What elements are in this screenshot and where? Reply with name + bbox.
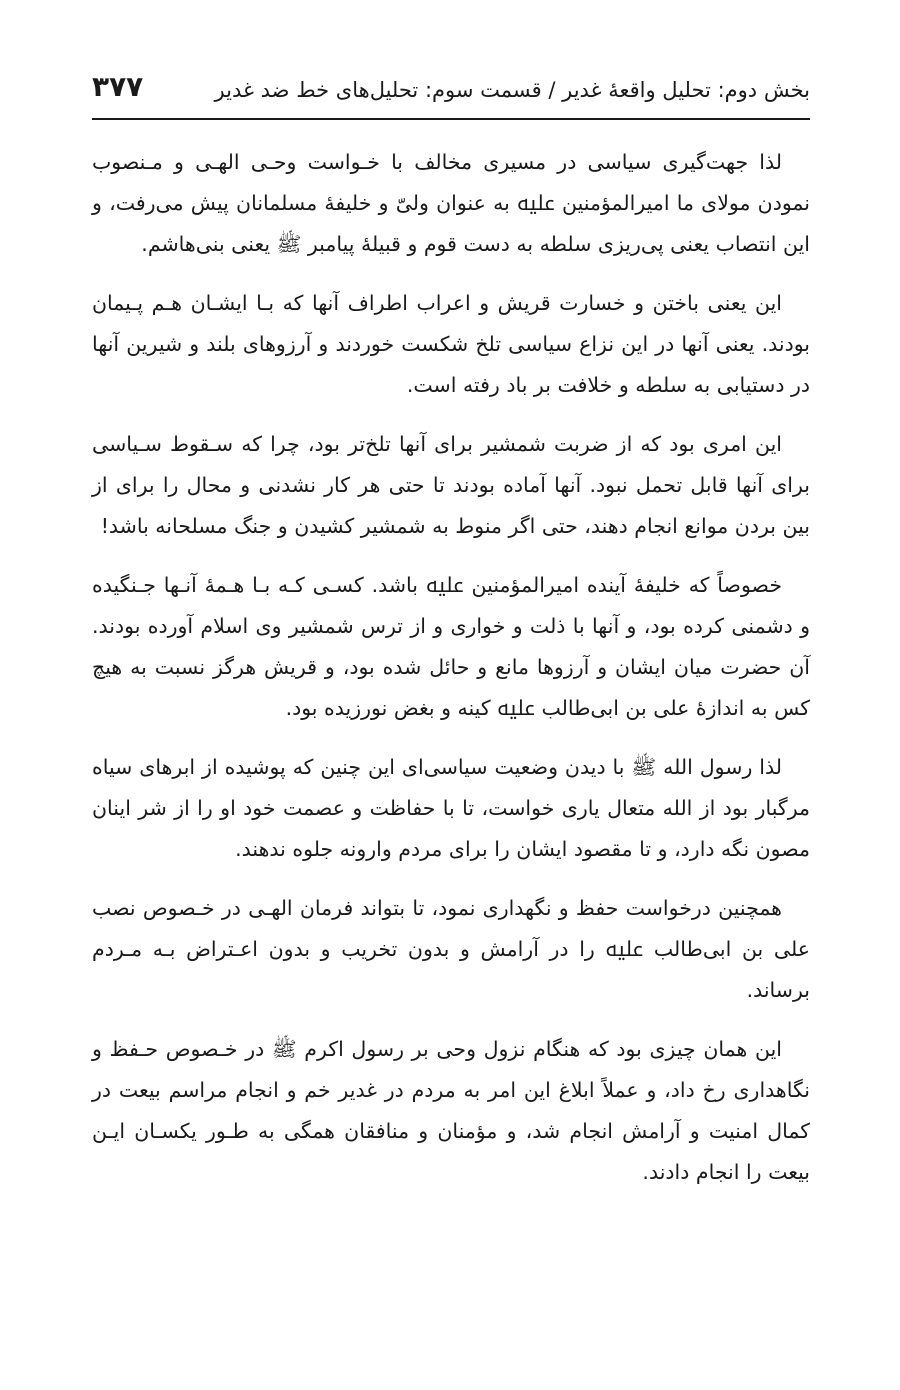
paragraph: خصوصاً که خلیفهٔ آینده امیرالمؤمنین ﷷ باشد. کسـی کـه بـا هـمهٔ آنـها جـنگیده و دشمنی کرده بود، و آنها با ذلت و خواری و از ترس شمشیر وی اسلام آورده بودند. آن حضرت میان ایشان و آرزوها مانع و حائل شده بود، و قریش هرگز نسبت به هیچ کس به اندازهٔ علی بن ابی‌طالب ﷷ کینه و بغض نورزیده بود. bbox=[92, 573, 810, 720]
paragraph: این یعنی باختن و خسارت قریش و اعراب اطراف آنها که بـا ایشـان هـم پـیمان بودند. یعنی آنها در این نزاع سیاسی تلخ شکست خوردند و آرزوهای بلند و شیرین آنها در دستیابی به سلطه و خلافت بر باد رفته است. bbox=[92, 291, 810, 397]
paragraph: لذا رسول الله ﷺ با دیدن وضعیت سیاسی‌ای این چنین که پوشیده از ابرهای سیاه مرگبار بود از الله متعال یاری خواست، تا با حفاظت و عصمت خود او را از شر اینان مصون نگه دارد، و تا مقصود ایشان را برای مردم وارونه جلوه ندهند. bbox=[92, 755, 810, 861]
header-divider bbox=[92, 118, 810, 120]
running-header bbox=[92, 62, 810, 118]
paragraph: این امری بود که از ضربت شمشیر برای آنها تلخ‌تر بود، چرا که سـقوط سـیاسی برای آنها قابل تحمل نبود. آنها آماده بودند تا حتی هر کار نشدنی و محال را برای از بین بردن موانع انجام دهند، حتی اگر منوط به شمشیر کشیدن و جنگ مسلحانه باشد! bbox=[92, 432, 810, 538]
running-header-title: بخش دوم: تحلیل واقعهٔ غدیر / قسمت سوم: تحلیل‌های خط ضد غدیر bbox=[214, 78, 810, 102]
body-text bbox=[92, 142, 810, 1211]
paragraph: این همان چیزی بود که هنگام نزول وحی بر رسول اکرم ﷺ در خـصوص حـفظ و نگاهداری رخ داد، و عملاً ابلاغ این امر به مردم در غدیر خم و انجام مراسم بیعت در کمال امنیت و آرامش انجام شد، و مؤمنان و منافقان همگی به طـور یکسـان ایـن بیعت را انجام دادند. bbox=[92, 1037, 810, 1184]
paragraph: همچنین درخواست حفظ و نگهداری نمود، تا بتواند فرمان الهـی در خـصوص نصب علی بن ابی‌طالب ﷷ را در آرامش و بدون تخریب و بدون اعـتراض بـه مـردم برساند. bbox=[92, 896, 810, 1002]
page-number: ۳۷۷ bbox=[92, 70, 144, 103]
paragraph: لذا جهت‌گیری سیاسی در مسیری مخالف با خـواست وحـی الهـی و مـنصوب نمودن مولای ما امیرالمؤمنین ﷷ به عنوان ولیّ و خلیفهٔ مسلمانان پیش می‌رفت، و این انتصاب یعنی پی‌ریزی سلطه به دست قوم و قبیلهٔ پیامبر ﷺ یعنی بنی‌هاشم. bbox=[92, 150, 810, 256]
